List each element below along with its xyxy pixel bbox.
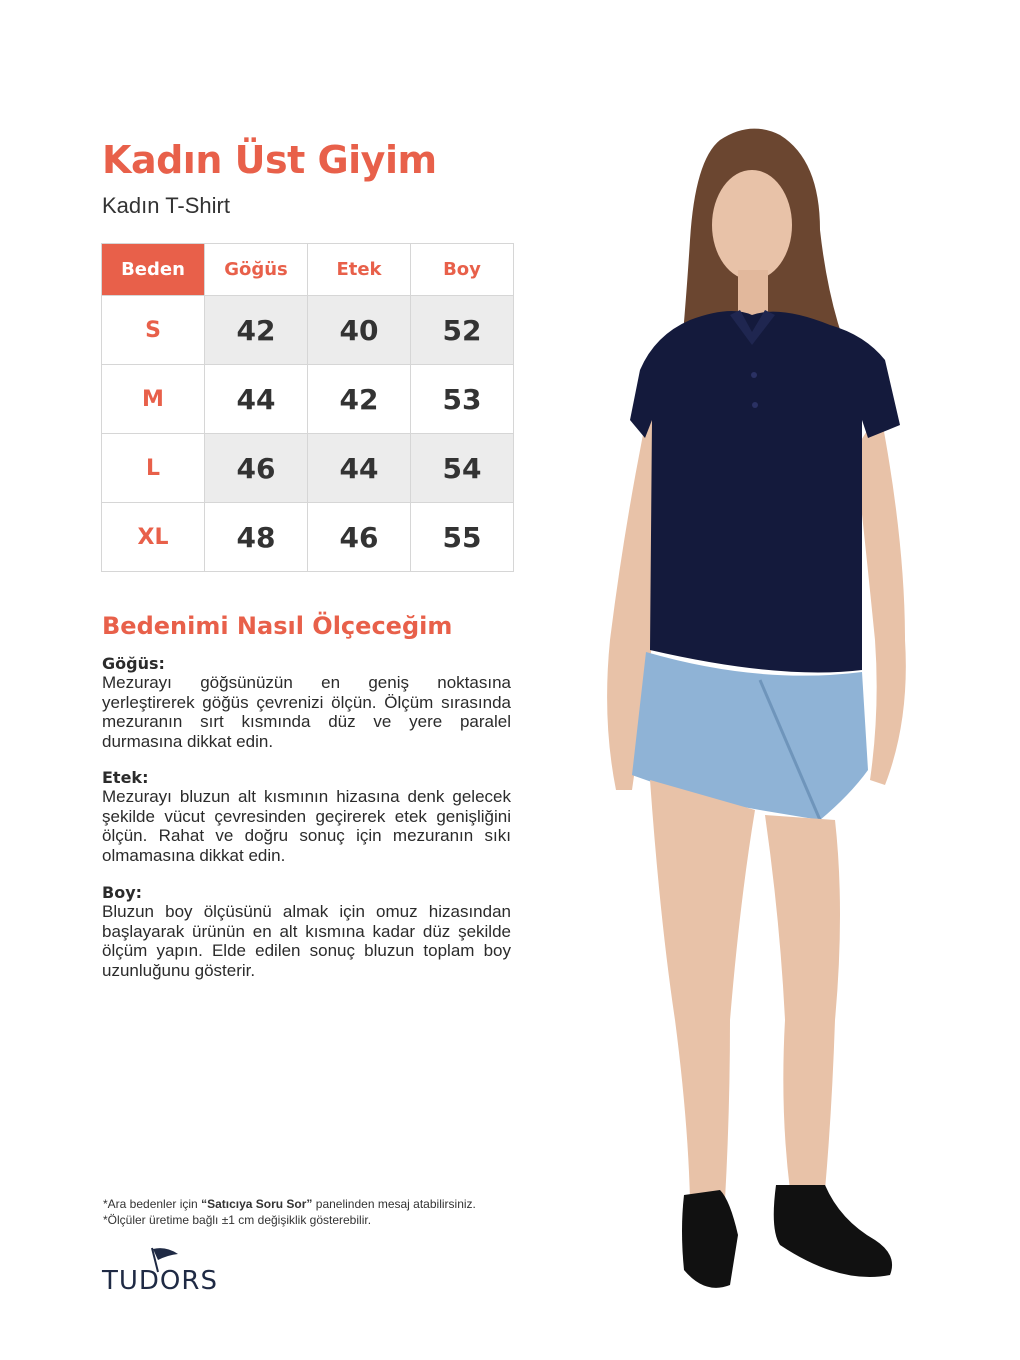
table-header-row xyxy=(102,244,514,296)
footnotes xyxy=(103,1196,476,1228)
size-cell: L xyxy=(102,434,205,503)
page-subtitle: Kadın T-Shirt xyxy=(102,193,230,218)
header-beden: Beden xyxy=(102,244,205,296)
section-text: Bluzun boy ölçüsünü almak için omuz hizasından başlayarak ürünün en alt kısmına kadar düz şekilde ölçüm yapın. Elde edilen sonuç bluzun toplam boy uzunluğunu gösterir. xyxy=(102,902,511,980)
footnote-1 xyxy=(103,1196,476,1212)
footnote-2: *Ölçüler üretime bağlı ±1 cm değişiklik gösterebilir. xyxy=(103,1213,372,1227)
section-etek xyxy=(102,768,511,865)
boy-cell: 53 xyxy=(411,365,514,434)
header-gogus: Göğüs xyxy=(205,244,308,296)
section-heading: Göğüs: xyxy=(102,654,165,673)
footnote-1-bold: “Satıcıya Soru Sor” xyxy=(201,1197,313,1211)
etek-cell: 40 xyxy=(308,296,411,365)
table-row xyxy=(102,434,514,503)
header-boy: Boy xyxy=(411,244,514,296)
header-etek: Etek xyxy=(308,244,411,296)
section-text: Mezurayı bluzun alt kısmının hizasına denk gelecek şekilde vücut çevresinden geçirerek etek genişliğini ölçün. Rahat ve doğru sonuç için mezuranın sıkı olmamasına dikkat edin. xyxy=(102,787,511,865)
size-cell: M xyxy=(102,365,205,434)
size-cell: S xyxy=(102,296,205,365)
table-row xyxy=(102,365,514,434)
size-cell: XL xyxy=(102,503,205,572)
section-text: Mezurayı göğsünüzün en geniş noktasına yerleştirerek göğüs çevrenizi ölçün. Ölçüm sırasında mezuranın sırt kısmında düz ve yere paralel durmasına dikkat edin. xyxy=(102,673,511,751)
footnote-1-pre: *Ara bedenler için xyxy=(103,1197,202,1211)
page-title: Kadın Üst Giyim xyxy=(102,138,437,182)
gogus-cell: 42 xyxy=(205,296,308,365)
etek-cell: 42 xyxy=(308,365,411,434)
gogus-cell: 44 xyxy=(205,365,308,434)
section-heading: Boy: xyxy=(102,883,143,902)
size-table xyxy=(101,243,514,572)
etek-cell: 46 xyxy=(308,503,411,572)
section-heading: Etek: xyxy=(102,768,149,787)
howto-title: Bedenimi Nasıl Ölçeceğim xyxy=(102,612,453,640)
gogus-cell: 48 xyxy=(205,503,308,572)
gogus-cell: 46 xyxy=(205,434,308,503)
boy-cell: 52 xyxy=(411,296,514,365)
brand-name: TUDORS xyxy=(102,1266,218,1296)
boy-cell: 54 xyxy=(411,434,514,503)
table-row xyxy=(102,503,514,572)
section-boy xyxy=(102,883,511,980)
model-photo xyxy=(580,120,940,1300)
etek-cell: 44 xyxy=(308,434,411,503)
table-row xyxy=(102,296,514,365)
footnote-1-post: panelinden mesaj atabilirsiniz. xyxy=(312,1197,476,1211)
section-gogus xyxy=(102,654,511,751)
boy-cell: 55 xyxy=(411,503,514,572)
brand-logo xyxy=(102,1246,226,1296)
